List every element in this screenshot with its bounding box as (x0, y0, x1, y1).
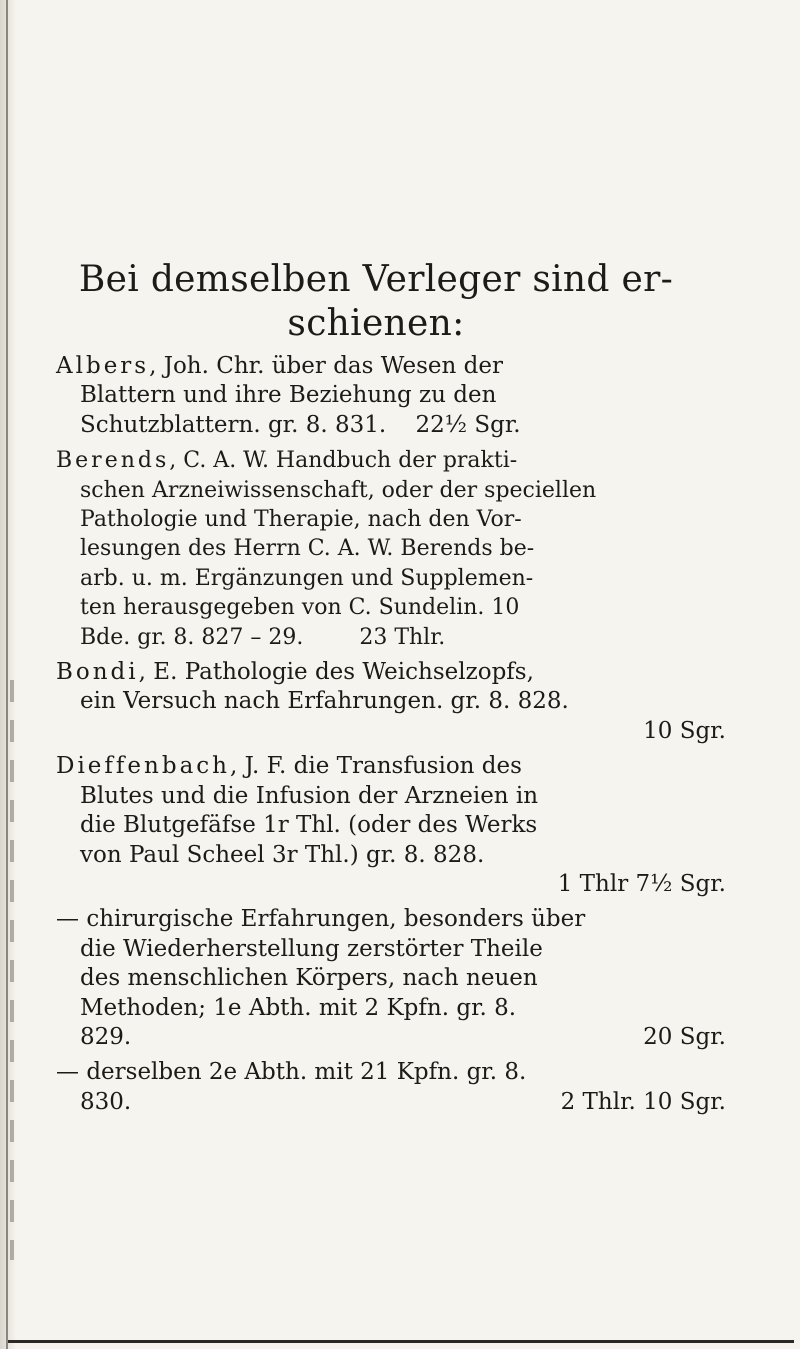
entry-text: von Paul Scheel 3r Thl.) gr. 8. 828. (80, 841, 485, 868)
entry-albers: Albers, Joh. Chr. über das Wesen der Blattern und ihre Beziehung zu den Schutzblattern. gr. 8. 831. 22½ Sgr. (56, 352, 778, 440)
entry-bondi: Bondi, E. Pathologie des Weichselzopfs, ein Versuch nach Erfahrungen. gr. 8. 828. 10 Sgr. (56, 658, 778, 746)
entry-text: C. A. W. Handbuch der prakti- (183, 448, 518, 474)
entry-text: lesungen des Herrn C. A. W. Berends be- (80, 536, 535, 562)
entry-dieffenbach-2 (56, 905, 778, 1052)
entry-text: des menschlichen Körpers, nach neuen (80, 965, 538, 992)
entry-text: Blattern und ihre Beziehung zu den (80, 382, 497, 409)
entry-dash: — (56, 906, 79, 933)
entry-text: arb. u. m. Ergänzungen und Supplemen- (80, 565, 534, 591)
catalog-entries (56, 352, 778, 1123)
entry-price: 1 Thlr 7½ Sgr. (557, 870, 726, 897)
entry-berends: Berends, C. A. W. Handbuch der prakti- schen Arzneiwissenschaft, oder der speciellen Pathologie und Therapie, nach den Vor- lesungen des Herrn C. A. W. Berends be- arb. u. m. Ergänzungen und Supplemen- ten herausgegeben von C. Sundelin. 10 Bde. gr. 8. 827 – 29. 23 Thlr. (56, 446, 778, 652)
page-bottom-rule (8, 1340, 794, 1343)
entry-text: Pathologie und Therapie, nach den Vor- (80, 507, 522, 533)
entry-price: 2 Thlr. 10 Sgr. (560, 1088, 726, 1115)
page-gutter-line (6, 0, 8, 1349)
entry-text: chirurgische Erfahrungen, besonders über (86, 906, 586, 933)
entry-price: 10 Sgr. (643, 717, 726, 744)
entry-dash: — (56, 1059, 79, 1086)
heading-line-1: Bei demselben Verleger sind er- (78, 259, 674, 300)
entry-text: Methoden; 1e Abth. mit 2 Kpfn. gr. 8. (80, 994, 517, 1021)
entry-author: Dieffenbach (56, 753, 230, 780)
entry-text: 830. (80, 1088, 132, 1115)
entry-text: Schutzblattern. gr. 8. 831. (80, 411, 387, 438)
heading-line-2: schienen: (287, 303, 465, 344)
entry-text: Blutes und die Infusion der Arzneien in (80, 782, 539, 809)
entry-text: E. Pathologie des Weichselzopfs, (153, 659, 534, 686)
entry-dieffenbach-1: Dieffenbach, J. F. die Transfusion des Blutes und die Infusion der Arzneien in die Blutgefäfse 1r Thl. (oder des Werks von Paul Scheel 3r Thl.) gr. 8. 828. 1 Thlr 7½ Sgr. (56, 752, 778, 899)
entry-text: ein Versuch nach Erfahrungen. gr. 8. 828. (80, 688, 569, 715)
entry-text: ten herausgegeben von C. Sundelin. 10 (80, 595, 520, 621)
page-heading (56, 258, 696, 346)
entry-text: schen Arzneiwissenschaft, oder der speciellen (80, 477, 597, 503)
entry-text: die Wiederherstellung zerstörter Theile (80, 935, 543, 962)
entry-text: Joh. Chr. über das Wesen der (163, 353, 503, 379)
entry-author: Albers (56, 353, 150, 379)
margin-marks (10, 680, 14, 1260)
entry-text: derselben 2e Abth. mit 21 Kpfn. gr. 8. (86, 1059, 527, 1086)
entry-text: 829. (80, 1023, 132, 1050)
entry-price: 23 Thlr. (359, 624, 446, 650)
entry-text: Bde. gr. 8. 827 – 29. (80, 624, 304, 650)
entry-author: Berends (56, 448, 170, 474)
entry-dieffenbach-3 (56, 1058, 778, 1117)
entry-price: 20 Sgr. (643, 1023, 726, 1050)
entry-price: 22½ Sgr. (415, 411, 521, 438)
entry-text: J. F. die Transfusion des (244, 753, 522, 780)
entry-author: Bondi (56, 659, 139, 686)
entry-text: die Blutgefäfse 1r Thl. (oder des Werks (80, 812, 538, 839)
